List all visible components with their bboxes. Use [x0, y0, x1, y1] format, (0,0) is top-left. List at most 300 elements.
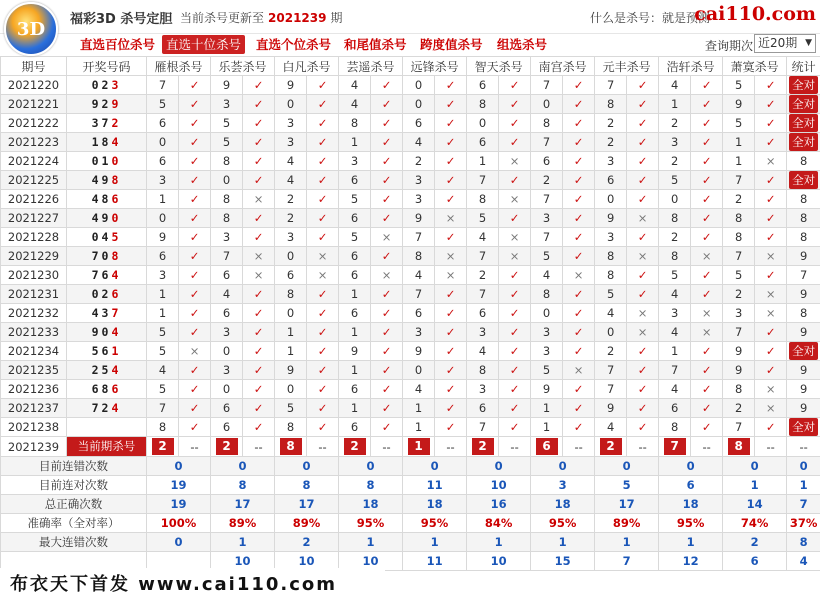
- check-icon: ✓: [371, 190, 403, 209]
- kill-number-cell: 9: [211, 76, 243, 95]
- check-icon: ✓: [627, 266, 659, 285]
- stat-cell: [787, 418, 820, 437]
- kill-number-cell: 2: [659, 228, 691, 247]
- kill-number-cell: 8: [659, 247, 691, 266]
- kill-number-cell: 7: [595, 361, 627, 380]
- cross-icon: ×: [627, 304, 659, 323]
- nav-span-kill[interactable]: 跨度值杀号: [420, 37, 483, 52]
- summary-value: 37%: [787, 514, 820, 533]
- draw-digit: 4: [101, 230, 112, 244]
- cross-icon: ×: [755, 380, 787, 399]
- summary-value: 15: [531, 552, 595, 571]
- kill-number-cell: 7: [595, 380, 627, 399]
- kill-number-cell: 6: [403, 304, 435, 323]
- check-icon: ✓: [627, 228, 659, 247]
- kill-number-cell: 1: [339, 133, 371, 152]
- check-icon: ✓: [243, 228, 275, 247]
- check-icon: ✓: [307, 361, 339, 380]
- draw-digit: 2: [91, 363, 102, 377]
- nav-sum-tail-kill[interactable]: 和尾值杀号: [344, 37, 407, 52]
- pending-mark: --: [563, 437, 595, 457]
- kill-number-cell: 3: [531, 209, 563, 228]
- check-icon: ✓: [179, 152, 211, 171]
- kill-number-cell: 7: [403, 228, 435, 247]
- check-icon: ✓: [499, 209, 531, 228]
- summary-value: 1: [339, 533, 403, 552]
- draw-digit: 8: [111, 249, 122, 263]
- kill-number-cell: 7: [467, 247, 499, 266]
- kill-number-cell: 6: [147, 247, 179, 266]
- check-icon: ✓: [691, 95, 723, 114]
- cross-icon: ×: [243, 266, 275, 285]
- check-icon: ✓: [627, 342, 659, 361]
- site-logo[interactable]: [4, 2, 62, 58]
- check-icon: ✓: [243, 209, 275, 228]
- kill-number-cell: 3: [723, 304, 755, 323]
- issue-cell: 2021221: [1, 95, 67, 114]
- kill-number-cell: 9: [403, 209, 435, 228]
- summary-value: 0: [339, 457, 403, 476]
- summary-value: 0: [595, 457, 659, 476]
- all-correct-badge[interactable]: 全对: [789, 171, 818, 189]
- issue-cell: 2021226: [1, 190, 67, 209]
- kill-number-cell: 1: [723, 152, 755, 171]
- draw-number-cell: [67, 114, 147, 133]
- kill-number-cell: 6: [467, 133, 499, 152]
- check-icon: ✓: [563, 418, 595, 437]
- summary-value: 6: [659, 476, 723, 495]
- kill-number-cell: 4: [275, 171, 307, 190]
- draw-digit: 3: [101, 306, 112, 320]
- kill-number-cell: 3: [147, 171, 179, 190]
- column-header: 雁根杀号: [147, 57, 211, 76]
- column-header: 芸遥杀号: [339, 57, 403, 76]
- kill-number-cell: 6: [339, 171, 371, 190]
- all-correct-badge[interactable]: 全对: [789, 114, 818, 132]
- check-icon: ✓: [755, 418, 787, 437]
- kill-number-cell: 4: [275, 152, 307, 171]
- kill-number-cell: 7: [211, 247, 243, 266]
- nav-group-kill[interactable]: 组选杀号: [497, 37, 548, 52]
- check-icon: ✓: [691, 342, 723, 361]
- check-icon: ✓: [307, 152, 339, 171]
- check-icon: ✓: [563, 209, 595, 228]
- kill-number-cell: 9: [531, 380, 563, 399]
- kill-number-cell: 4: [659, 285, 691, 304]
- current-kill-badge: 2: [600, 438, 622, 455]
- summary-value: 10: [211, 552, 275, 571]
- kill-number-cell: 3: [211, 228, 243, 247]
- cross-icon: ×: [499, 152, 531, 171]
- check-icon: ✓: [435, 114, 467, 133]
- check-icon: ✓: [627, 133, 659, 152]
- kill-number-cell: 6: [467, 399, 499, 418]
- issue-cell: 2021228: [1, 228, 67, 247]
- check-icon: ✓: [627, 418, 659, 437]
- check-icon: ✓: [563, 304, 595, 323]
- summary-label: 目前连对次数: [1, 476, 147, 495]
- kill-number-cell: 6: [339, 380, 371, 399]
- kill-number-cell: 6: [659, 399, 691, 418]
- check-icon: ✓: [179, 209, 211, 228]
- check-icon: ✓: [563, 342, 595, 361]
- draw-digit: 0: [101, 249, 112, 263]
- check-icon: ✓: [179, 323, 211, 342]
- update-suffix: 期: [330, 11, 343, 25]
- kill-number-cell: 8: [339, 114, 371, 133]
- check-icon: ✓: [243, 285, 275, 304]
- check-icon: ✓: [499, 361, 531, 380]
- column-header: 元丰杀号: [595, 57, 659, 76]
- check-icon: ✓: [499, 399, 531, 418]
- kill-number-cell: 6: [467, 76, 499, 95]
- check-icon: ✓: [435, 323, 467, 342]
- draw-digit: 4: [91, 211, 102, 225]
- summary-value: 84%: [467, 514, 531, 533]
- draw-number-cell: [67, 76, 147, 95]
- stat-cell: 8: [787, 152, 820, 171]
- issue-cell: 2021234: [1, 342, 67, 361]
- summary-value: 2: [275, 533, 339, 552]
- kill-number-cell: 4: [339, 95, 371, 114]
- draw-digit: 0: [111, 211, 122, 225]
- summary-label: 总正确次数: [1, 495, 147, 514]
- cross-icon: ×: [755, 152, 787, 171]
- kill-number-cell: 1: [147, 285, 179, 304]
- kill-number-cell: 2: [723, 190, 755, 209]
- summary-value: 8: [339, 476, 403, 495]
- check-icon: ✓: [563, 380, 595, 399]
- page-title: 福彩3D 杀号定胆: [70, 12, 173, 27]
- kill-table: [0, 56, 820, 571]
- kill-number-cell: 7: [467, 171, 499, 190]
- check-icon: ✓: [499, 114, 531, 133]
- cross-icon: ×: [371, 228, 403, 247]
- check-icon: ✓: [499, 285, 531, 304]
- all-correct-badge[interactable]: 全对: [789, 418, 818, 436]
- stat-cell: [787, 76, 820, 95]
- check-icon: ✓: [435, 133, 467, 152]
- summary-value: 1: [403, 533, 467, 552]
- summary-value: 7: [595, 552, 659, 571]
- summary-value: 19: [147, 476, 211, 495]
- check-icon: ✓: [563, 152, 595, 171]
- cross-icon: ×: [435, 209, 467, 228]
- kill-number-cell: 5: [147, 95, 179, 114]
- cross-icon: ×: [563, 266, 595, 285]
- check-icon: ✓: [627, 152, 659, 171]
- table-row: [1, 95, 820, 114]
- kill-number-cell: 0: [147, 133, 179, 152]
- draw-digit: 8: [101, 382, 112, 396]
- draw-number-cell: [67, 95, 147, 114]
- check-icon: ✓: [307, 285, 339, 304]
- summary-value: 0: [211, 457, 275, 476]
- kill-number-cell: 1: [339, 285, 371, 304]
- stat-cell: --: [787, 437, 820, 457]
- check-icon: ✓: [563, 95, 595, 114]
- table-row: [1, 380, 820, 399]
- table-row: [1, 418, 820, 437]
- cross-icon: ×: [627, 247, 659, 266]
- check-icon: ✓: [371, 209, 403, 228]
- kill-number-cell: 7: [531, 76, 563, 95]
- check-icon: ✓: [371, 323, 403, 342]
- summary-value: 10: [467, 476, 531, 495]
- issue-cell: 2021227: [1, 209, 67, 228]
- kill-number-cell: 5: [211, 133, 243, 152]
- current-kill-badge: 1: [408, 438, 430, 455]
- kill-number-cell: 5: [339, 190, 371, 209]
- summary-value: 95%: [403, 514, 467, 533]
- check-icon: ✓: [371, 247, 403, 266]
- footer-text: 布衣天下首发 www.cai110.com: [10, 574, 338, 593]
- kill-number-cell: 4: [595, 304, 627, 323]
- issue-cell: 2021222: [1, 114, 67, 133]
- nav-hundreds-kill[interactable]: 直选百位杀号: [80, 37, 156, 52]
- check-icon: ✓: [691, 171, 723, 190]
- kill-number-cell: 9: [147, 228, 179, 247]
- cross-icon: ×: [499, 190, 531, 209]
- check-icon: ✓: [243, 152, 275, 171]
- current-kill-cell: [595, 437, 627, 457]
- draw-digit: 6: [111, 192, 122, 206]
- all-correct-badge[interactable]: 全对: [789, 133, 818, 151]
- check-icon: ✓: [371, 171, 403, 190]
- check-icon: ✓: [755, 76, 787, 95]
- draw-digit: 2: [101, 287, 112, 301]
- kill-number-cell: 0: [403, 361, 435, 380]
- kill-number-cell: 6: [211, 304, 243, 323]
- draw-number-cell: [67, 228, 147, 247]
- check-icon: ✓: [371, 342, 403, 361]
- kill-number-cell: 8: [595, 266, 627, 285]
- draw-digit: 0: [111, 154, 122, 168]
- kill-number-cell: 7: [723, 418, 755, 437]
- summary-row: [1, 533, 820, 552]
- kill-number-cell: 6: [211, 266, 243, 285]
- table-row: [1, 247, 820, 266]
- summary-value: 18: [659, 495, 723, 514]
- check-icon: ✓: [435, 418, 467, 437]
- summary-value: 18: [403, 495, 467, 514]
- check-icon: ✓: [755, 209, 787, 228]
- draw-number-cell: [67, 361, 147, 380]
- column-header: 远锋杀号: [403, 57, 467, 76]
- kill-number-cell: 6: [211, 418, 243, 437]
- check-icon: ✓: [627, 380, 659, 399]
- check-icon: ✓: [627, 190, 659, 209]
- summary-value: 10: [275, 552, 339, 571]
- check-icon: ✓: [307, 228, 339, 247]
- summary-value: 11: [403, 552, 467, 571]
- table-row: [1, 171, 820, 190]
- kill-number-cell: 8: [723, 380, 755, 399]
- check-icon: ✓: [179, 304, 211, 323]
- issue-cell: 2021225: [1, 171, 67, 190]
- check-icon: ✓: [179, 361, 211, 380]
- check-icon: ✓: [563, 285, 595, 304]
- kill-number-cell: 1: [659, 95, 691, 114]
- check-icon: ✓: [755, 361, 787, 380]
- stat-cell: 9: [787, 247, 820, 266]
- draw-number-cell: [67, 190, 147, 209]
- check-icon: ✓: [243, 76, 275, 95]
- table-row: [1, 209, 820, 228]
- kill-number-cell: 2: [595, 342, 627, 361]
- draw-digit: 9: [101, 211, 112, 225]
- kill-number-cell: 1: [403, 399, 435, 418]
- kill-type-nav: [60, 34, 820, 56]
- check-icon: ✓: [307, 209, 339, 228]
- issue-cell: 2021224: [1, 152, 67, 171]
- kill-number-cell: 7: [723, 247, 755, 266]
- check-icon: ✓: [499, 342, 531, 361]
- kill-number-cell: 6: [467, 304, 499, 323]
- table-row: [1, 361, 820, 380]
- kill-number-cell: 0: [531, 95, 563, 114]
- kill-number-cell: 0: [659, 190, 691, 209]
- cross-icon: ×: [627, 323, 659, 342]
- current-kill-cell: [275, 437, 307, 457]
- check-icon: ✓: [179, 418, 211, 437]
- cross-icon: ×: [243, 247, 275, 266]
- kill-number-cell: 8: [531, 114, 563, 133]
- check-icon: ✓: [755, 95, 787, 114]
- draw-digit: 9: [101, 173, 112, 187]
- check-icon: ✓: [691, 133, 723, 152]
- kill-number-cell: 2: [275, 209, 307, 228]
- pending-mark: --: [691, 437, 723, 457]
- check-icon: ✓: [435, 285, 467, 304]
- kill-number-cell: 0: [403, 95, 435, 114]
- nav-units-kill[interactable]: 直选个位杀号: [256, 37, 332, 52]
- draw-number-cell: [67, 152, 147, 171]
- kill-number-cell: 3: [467, 323, 499, 342]
- kill-number-cell: 2: [467, 266, 499, 285]
- kill-number-cell: 2: [275, 190, 307, 209]
- kill-number-cell: 1: [531, 399, 563, 418]
- cross-icon: ×: [563, 361, 595, 380]
- draw-digit: 9: [111, 97, 122, 111]
- current-label-cell: [67, 437, 147, 457]
- cross-icon: ×: [435, 266, 467, 285]
- table-row: [1, 152, 820, 171]
- check-icon: ✓: [243, 171, 275, 190]
- cross-icon: ×: [307, 266, 339, 285]
- draw-digit: 2: [101, 78, 112, 92]
- kill-number-cell: 6: [339, 418, 371, 437]
- kill-number-cell: 9: [403, 342, 435, 361]
- check-icon: ✓: [243, 418, 275, 437]
- summary-label: 目前连错次数: [1, 457, 147, 476]
- check-icon: ✓: [755, 114, 787, 133]
- kill-number-cell: 3: [275, 133, 307, 152]
- current-kill-cell: [467, 437, 499, 457]
- predict-hint: 什么是杀号：就是预测: [589, 11, 710, 25]
- summary-value: 16: [467, 495, 531, 514]
- check-icon: ✓: [563, 399, 595, 418]
- summary-value: 12: [659, 552, 723, 571]
- column-header: 开奖号码: [67, 57, 147, 76]
- all-correct-badge[interactable]: 全对: [789, 95, 818, 113]
- stat-cell: [787, 95, 820, 114]
- check-icon: ✓: [371, 304, 403, 323]
- kill-number-cell: 3: [403, 190, 435, 209]
- table-row: [1, 304, 820, 323]
- check-icon: ✓: [499, 323, 531, 342]
- brand-link[interactable]: cai110.com: [694, 3, 816, 25]
- kill-number-cell: 2: [659, 152, 691, 171]
- kill-number-cell: 0: [595, 190, 627, 209]
- kill-number-cell: 0: [467, 114, 499, 133]
- draw-digit: 5: [111, 230, 122, 244]
- kill-number-cell: 7: [723, 171, 755, 190]
- check-icon: ✓: [563, 323, 595, 342]
- issue-cell: 2021233: [1, 323, 67, 342]
- check-icon: ✓: [307, 380, 339, 399]
- kill-number-cell: 5: [211, 114, 243, 133]
- kill-number-cell: 5: [659, 171, 691, 190]
- summary-value: 8: [211, 476, 275, 495]
- check-icon: ✓: [435, 342, 467, 361]
- stat-cell: 8: [787, 228, 820, 247]
- kill-number-cell: 3: [531, 323, 563, 342]
- all-correct-badge[interactable]: 全对: [789, 342, 818, 360]
- all-correct-badge[interactable]: 全对: [789, 76, 818, 94]
- pending-mark: --: [243, 437, 275, 457]
- draw-digit: 9: [91, 97, 102, 111]
- kill-number-cell: 3: [211, 95, 243, 114]
- draw-digit: 8: [101, 192, 112, 206]
- kill-number-cell: 4: [595, 418, 627, 437]
- summary-value: 74%: [723, 514, 787, 533]
- kill-number-cell: 5: [595, 285, 627, 304]
- kill-number-cell: 4: [403, 133, 435, 152]
- check-icon: ✓: [435, 95, 467, 114]
- summary-value: 89%: [275, 514, 339, 533]
- kill-number-cell: 8: [467, 95, 499, 114]
- summary-value: 14: [723, 495, 787, 514]
- kill-number-cell: 6: [147, 152, 179, 171]
- period-select[interactable]: [754, 34, 816, 53]
- check-icon: ✓: [755, 228, 787, 247]
- stat-cell: 9: [787, 361, 820, 380]
- update-issue: 2021239: [268, 11, 327, 25]
- table-row: [1, 266, 820, 285]
- table-row: [1, 323, 820, 342]
- summary-value: 0: [787, 457, 820, 476]
- kill-number-cell: 8: [147, 418, 179, 437]
- kill-number-cell: 9: [595, 399, 627, 418]
- draw-digit: 6: [91, 382, 102, 396]
- kill-number-cell: 5: [723, 76, 755, 95]
- draw-digit: 0: [101, 325, 112, 339]
- check-icon: ✓: [243, 304, 275, 323]
- check-icon: ✓: [179, 190, 211, 209]
- check-icon: ✓: [691, 266, 723, 285]
- draw-digit: 4: [111, 401, 122, 415]
- summary-value: 7: [787, 495, 820, 514]
- kill-number-cell: 6: [339, 304, 371, 323]
- kill-number-cell: 8: [275, 285, 307, 304]
- kill-number-cell: 4: [659, 380, 691, 399]
- table-row: [1, 133, 820, 152]
- kill-number-cell: 3: [531, 342, 563, 361]
- nav-tens-kill[interactable]: 直选十位杀号: [162, 35, 245, 54]
- kill-number-cell: 1: [659, 342, 691, 361]
- cross-icon: ×: [499, 228, 531, 247]
